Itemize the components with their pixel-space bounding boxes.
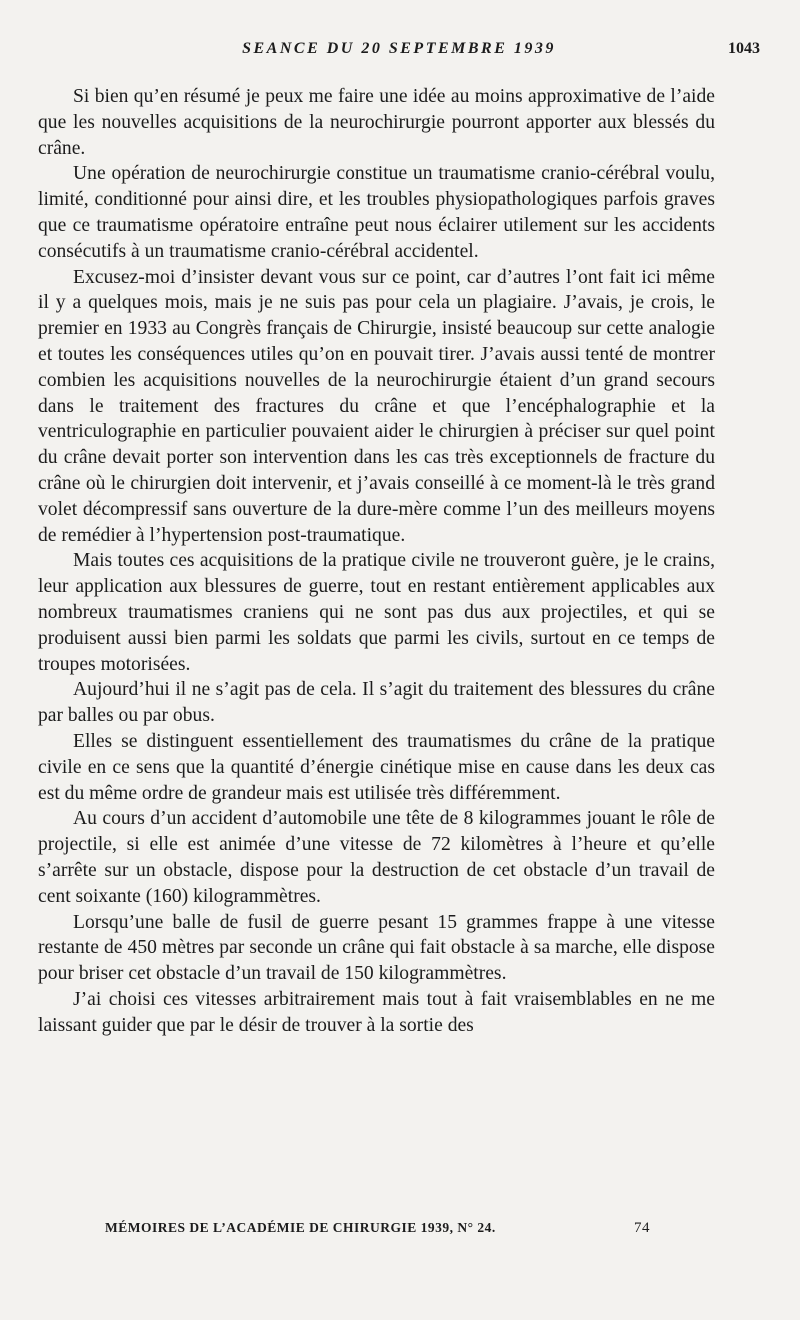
paragraph: J’ai choisi ces vitesses arbitrairement mais tout à fait vraisemblables en ne me laissant guider que par le désir de trouver à la sortie des: [38, 988, 715, 1036]
paragraph: Excusez-moi d’insister devant vous sur ce point, car d’autres l’ont fait ici même il y a quelques mois, mais je ne suis pas pour cela un plagiaire. J’avais, je crois, le premier en 1933 au Congrès français de Chirurgie, insisté beaucoup sur cette analogie et toutes les conséquences utiles qu’on en pouvait tirer. J’avais aussi tenté de montrer combien les acquisitions nouvelles de la neurochirurgie étaient d’un grand secours dans le traitement des fractures du crâne et que l’encéphalographie et la ventriculographie en particulier pouvaient aider le chirurgien à préciser sur quel point du crâne devait porter son intervention dans les cas très exceptionnels de fracture du crâne où le chirurgien doit intervenir, et j’avais conseillé à ce moment-là le très grand volet décompressif sans ouverture de la dure-mère comme l’un des meilleurs moyens de remédier à l’hypertension post-traumatique.: [38, 266, 715, 546]
paragraph: Au cours d’un accident d’automobile une tête de 8 kilogrammes jouant le rôle de projectile, si elle est animée d’une vitesse de 72 kilomètres à l’heure et qu’elle s’arrête sur un obstacle, dispose pour la destruction de cet obstacle d’un travail de cent soixante (160) kilogrammètres.: [38, 808, 715, 907]
journal-reference: MÉMOIRES DE L’ACADÉMIE DE CHIRURGIE 1939, N° 24.: [105, 1220, 496, 1235]
paragraph: Lorsqu’une balle de fusil de guerre pesant 15 grammes frappe à une vitesse restante de 450 mètres par seconde un crâne qui fait obstacle à sa marche, elle dispose pour briser cet obstacle d’un travail de 150 kilogrammètres.: [38, 911, 715, 985]
signature-number: 74: [634, 1220, 650, 1236]
paragraph: Aujourd’hui il ne s’agit pas de cela. Il s’agit du traitement des blessures du crâne par balles ou par obus.: [38, 679, 715, 727]
paragraph: Elles se distinguent essentiellement des traumatismes du crâne de la pratique civile en ce sens que la quantité d’énergie cinétique mise en cause dans les deux cas est du même ordre de grandeur mais est utilisée très différemment.: [38, 730, 715, 804]
paragraph: Si bien qu’en résumé je peux me faire une idée au moins approximative de l’aide que les nouvelles acquisitions de la neurochirurgie pourront apporter aux blessés du crâne.: [38, 86, 715, 159]
body-text: [38, 84, 715, 1038]
running-title: SEANCE DU 20 SEPTEMBRE 1939: [242, 40, 556, 57]
paragraph: Une opération de neurochirurgie constitue un traumatisme cranio-cérébral voulu, limité, conditionné pour ainsi dire, et les troubles physiopathologiques parfois graves que ce traumatisme opératoire entraîne peut nous éclairer utilement sur les accidents consécutifs à un traumatisme cranio-cérébral accidentel.: [38, 163, 715, 262]
paragraph: Mais toutes ces acquisitions de la pratique civile ne trouveront guère, je le crains, leur application aux blessures de guerre, tout en restant entièrement applicables aux nombreux traumatismes craniens qui ne sont pas dus aux projectiles, et qui se produisent aussi bien parmi les soldats que parmi les civils, surtout en ce temps de troupes motorisées.: [38, 550, 715, 675]
page-header: [38, 40, 760, 70]
page-number: 1043: [728, 40, 760, 57]
